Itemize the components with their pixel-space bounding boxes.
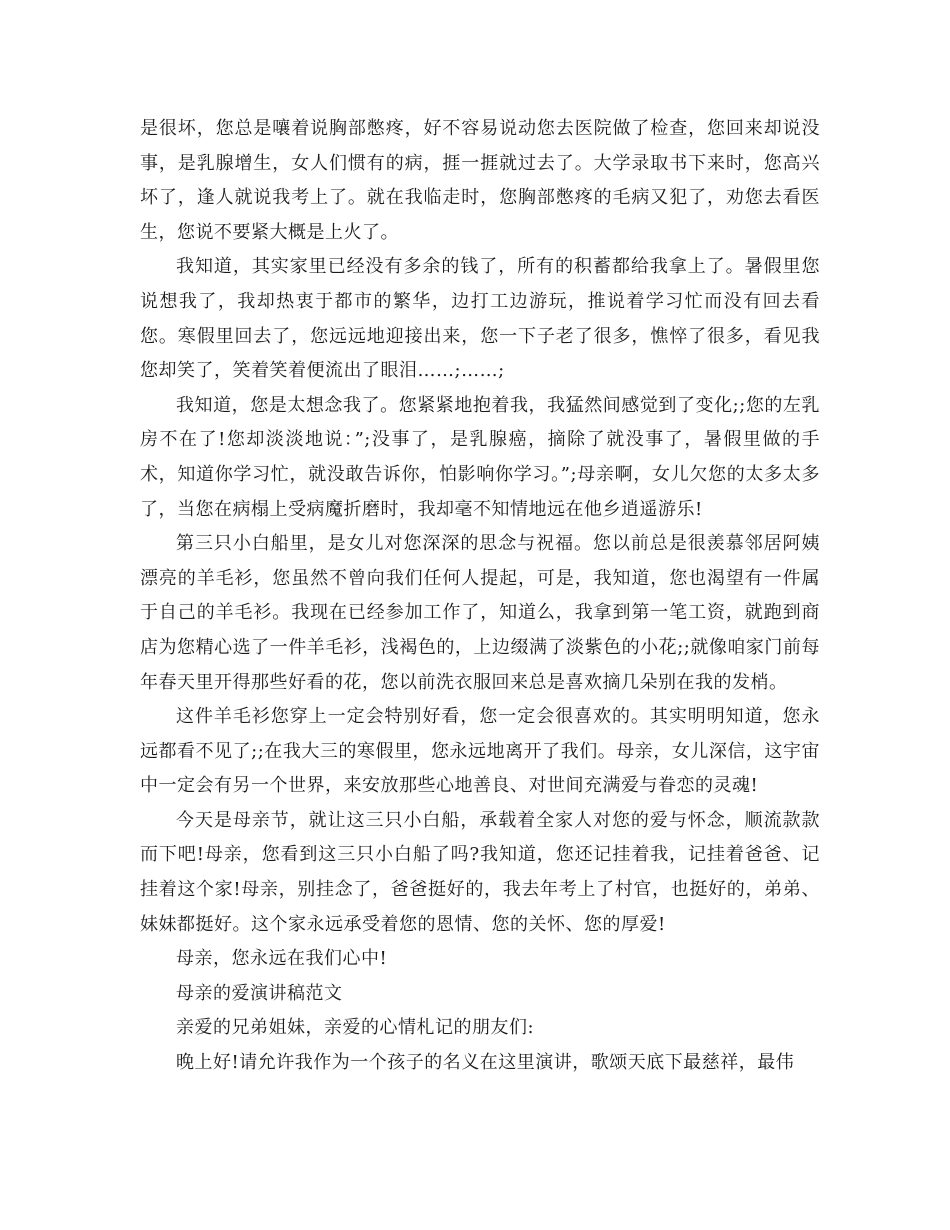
paragraph-1: 是很坏，您总是嚷着说胸部憋疼，好不容易说动您去医院做了检查，您回来却说没事，是乳腺增生，女人们惯有的病，捱一捱就过去了。大学录取书下来时，您高兴坏了，逢人就说我考上了。就在我临走时，您胸部憋疼的毛病又犯了，劝您去看医生，您说不要紧大概是上火了。 [140, 118, 820, 243]
paragraph-10: 晚上好!请允许我作为一个孩子的名义在这里演讲，歌颂天底下最慈祥，最伟 [176, 1052, 795, 1074]
paragraph-5: 这件羊毛衫您穿上一定会特别好看，您一定会很喜欢的。其实明明知道，您永远都看不见了;;在我大三的寒假里，您永远地离开了我们。母亲，女儿深信，这宇宙中一定会有另一个世界，来安放那些心地善良、对世间充满爱与眷恋的灵魂! [140, 706, 820, 797]
document-body [140, 112, 820, 1081]
paragraph-2: 我知道，其实家里已经没有多余的钱了，所有的积蓄都给我拿上了。暑假里您说想我了，我却热衷于都市的繁华，边打工边游玩，推说着学习忙而没有回去看您。寒假里回去了，您远远地迎接出来，您一下子老了很多，憔悴了很多，看见我您却笑了，笑着笑着便流出了眼泪……;……; [140, 256, 820, 382]
paragraph-4: 第三只小白船里，是女儿对您深深的思念与祝福。您以前总是很羡慕邻居阿姨漂亮的羊毛衫，您虽然不曾向我们任何人提起，可是，我知道，您也渴望有一件属于自己的羊毛衫。我现在已经参加工作了，知道么，我拿到第一笔工资，就跑到商店为您精心选了一件羊毛衫，浅褐色的，上边缀满了淡紫色的小花;;就像咱家门前每年春天里开得那些好看的花，您以前洗衣服回来总是喜欢摘几朵别在我的发梢。 [140, 533, 820, 693]
section-title: 母亲的爱演讲稿范文 [176, 982, 343, 1004]
paragraph-3: 我知道，您是太想念我了。您紧紧地抱着我，我猛然间感觉到了变化;;您的左乳房不在了!您却淡淡地说：”;没事了，是乳腺癌，摘除了就没事了，暑假里做的手术，知道你学习忙，就没敢告诉你，怕影响你学习。”;母亲啊，女儿欠您的太多太多了，当您在病榻上受病魔折磨时，我却毫不知情地远在他乡逍遥游乐! [140, 394, 820, 520]
paragraph-7: 母亲，您永远在我们心中! [176, 948, 388, 970]
paragraph-6: 今天是母亲节，就让这三只小白船，承载着全家人对您的爱与怀念，顺流款款而下吧!母亲，您看到这三只小白船了吗?我知道，您还记挂着我，记挂着爸爸、记挂着这个家!母亲，别挂念了，爸爸挺好的，我去年考上了村官，也挺好的，弟弟、妹妹都挺好。这个家永远承受着您的恩情、您的关怀、您的厚爱! [140, 809, 820, 935]
salutation: 亲爱的兄弟姐妹，亲爱的心情札记的朋友们: [176, 1017, 535, 1039]
